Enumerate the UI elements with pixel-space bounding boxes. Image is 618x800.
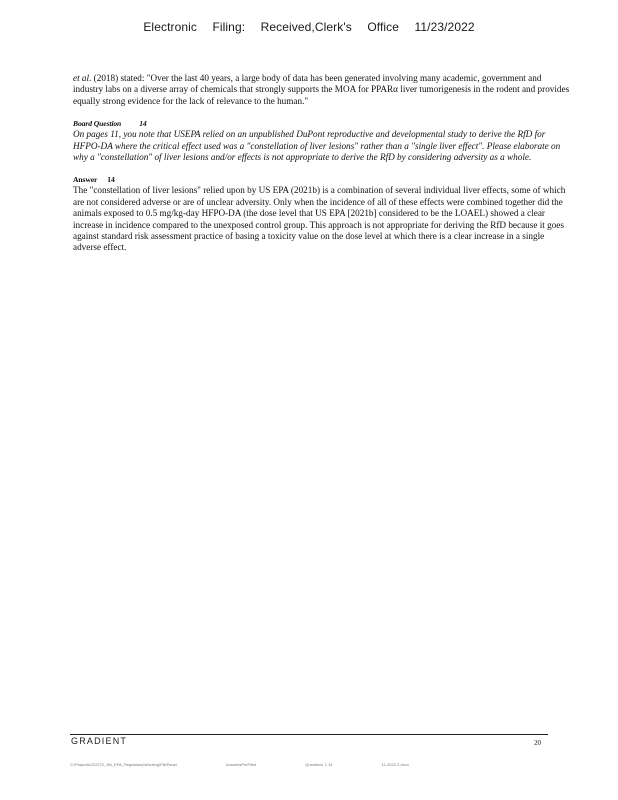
answer-text: The "constellation of liver lesions" relied upon by US EPA (2021b) is a combination of several individual liver effects, some of which are not considered adverse or are of unclear adversity. Only when the incidence of all of these effects were combined together did the animals exposed to 0.5 mg/kg-day HFPO-DA (the dose level that US EPA [2021b] considered to be the LOAEL) showed a clear increase in incidence compared to the unexposed control group. This approach is not appropriate for deriving the RfD because it goes against standard risk assessment practice of basing a toxicity value on the dose level at which there is a clear increase in a single adverse effect. xyxy=(73,185,566,253)
intro-text: (2018) stated: "Over the last 40 years, a large body of data has been generated involving many academic, government and industry labs on a diverse array of chemicals that strongly supports the MOA for PPARα liver tumorigenesis in the rodent and provides equally strong evidence for the lack of relevance to the human." xyxy=(73,73,570,106)
question-text: On pages 11, you note that USEPA relied on an unpublished DuPont reproductive and developmental study to derive the RfD for HFPO-DA where the critical effect used was a "constellation of liver lesions" rather than a "single liver effect". Please elaborate on why a "constellation" of liver lesions and/or effects is not appropriate to derive the RfD by considering adversity as a whole. xyxy=(73,129,561,163)
answer-label: Answer xyxy=(73,175,98,185)
answer-heading xyxy=(73,175,573,185)
header-date: 11/23/2022 xyxy=(414,20,475,34)
filing-header xyxy=(0,20,618,34)
answer-number: 14 xyxy=(107,175,115,185)
gradient-logo: GRADIENT xyxy=(71,736,128,746)
intro-citation: et al. xyxy=(73,73,92,83)
question-label: Board Question xyxy=(73,119,122,129)
page-number: 20 xyxy=(534,739,541,747)
question-heading xyxy=(73,119,573,129)
footer-date: 11-2022 2.docx xyxy=(381,762,409,767)
footer-doc-name: AnswersPreFiled xyxy=(225,762,257,767)
intro-paragraph xyxy=(73,73,573,107)
footer-divider xyxy=(70,734,548,735)
header-office: Office xyxy=(367,20,400,34)
footer-file-path xyxy=(70,762,550,767)
header-electronic: Electronic xyxy=(143,20,198,34)
header-received: Received,Clerk's xyxy=(260,20,352,34)
footer-path-dir: C:\Projects\222272_3M_EPA_Regulatory\Working\FilePanel xyxy=(70,762,177,767)
question-number: 14 xyxy=(139,119,147,129)
header-filing: Filing: xyxy=(212,20,246,34)
body-content xyxy=(73,73,573,254)
footer-questions: Questions 7-14 xyxy=(305,762,333,767)
